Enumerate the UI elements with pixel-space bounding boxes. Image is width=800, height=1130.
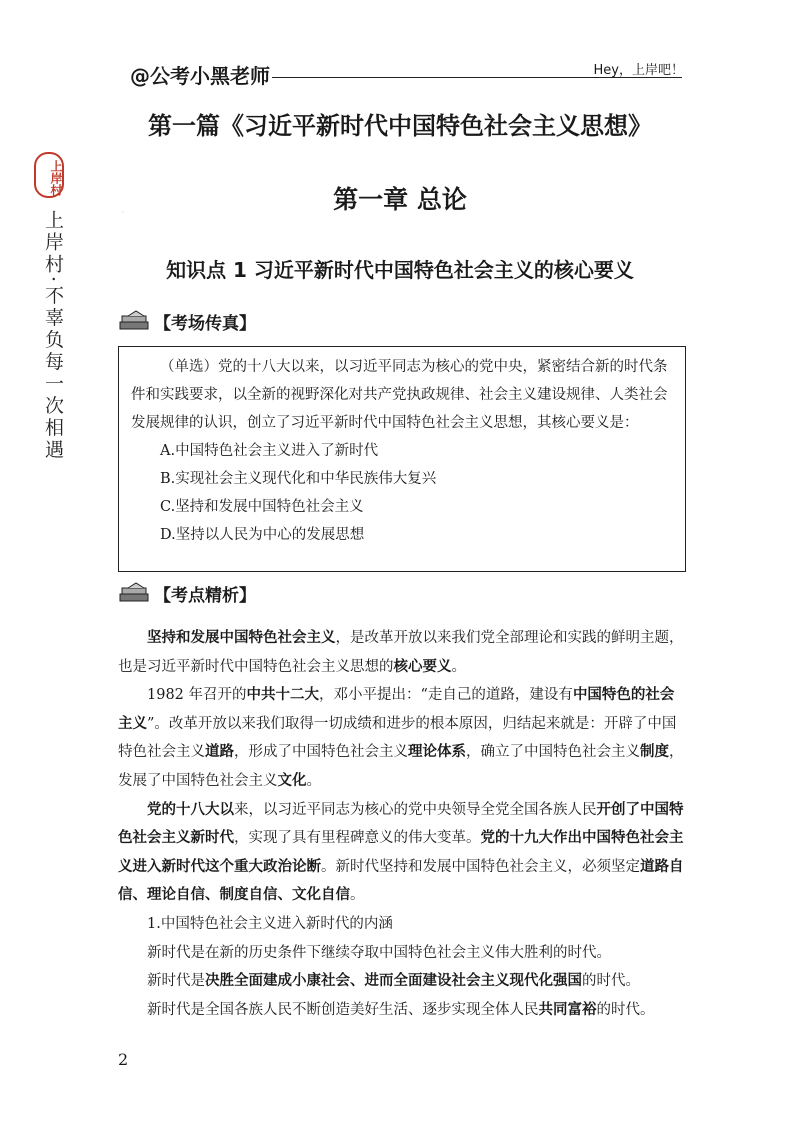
- page-header: [130, 60, 690, 88]
- header-slogan: Hey，上岸吧！: [593, 63, 684, 78]
- book-stack-icon: [118, 310, 152, 332]
- option-b: B.实现社会主义现代化和中华民族伟大复兴: [160, 471, 437, 487]
- section-analysis-label: 【考点精析】: [154, 585, 256, 606]
- paragraph-7: 新时代是全国各族人民不断创造美好生活、逐步实现全体人民共同富裕的时代。: [147, 1000, 655, 1018]
- question-stem: （单选）党的十八大以来，以习近平同志为核心的党中央，紧密结合新的时代条件和实践要求，以全新的视野深化对共产党执政规律、社会主义建设规律、人类社会发展规律的认识，创立了习近平新时代中国特色社会主义思想，其核心要义是：: [131, 359, 668, 431]
- seal-stamp: 上岸村: [34, 152, 64, 198]
- paragraph-3: 党的十八大以来，以习近平同志为核心的党中央领导全党全国各族人民开创了中国特色社会主义新时代，实现了具有里程碑意义的伟大变革。党的十九大作出中国特色社会主义进入新时代这个重大政治论断。新时代坚持和发展中国特色社会主义，必须坚定道路自信、理论自信、制度自信、文化自信。: [118, 800, 684, 904]
- part-title: 第一篇《习近平新时代中国特色社会主义思想》: [148, 112, 652, 140]
- section-exam-heading: [118, 308, 256, 334]
- paragraph-5: 新时代是在新的历史条件下继续夺取中国特色社会主义伟大胜利的时代。: [147, 944, 611, 961]
- section-analysis-heading: [118, 580, 256, 606]
- book-stack-icon: [118, 582, 152, 604]
- analysis-body: [118, 624, 686, 1024]
- page-number: 2: [118, 1050, 129, 1069]
- paragraph-4: 1.中国特色社会主义进入新时代的内涵: [147, 915, 393, 932]
- section-exam-label: 【考场传真】: [154, 313, 256, 334]
- header-author: @公考小黑老师: [130, 64, 270, 88]
- paragraph-2: 1982 年召开的中共十二大，邓小平提出：“走自己的道路，建设有中国特色的社会主义”。改革开放以来我们取得一切成绩和进步的根本原因，归结起来就是：开辟了中国特色社会主义道路，形成了中国特色社会主义理论体系，确立了中国特色社会主义制度，发展了中国特色社会主义文化。: [118, 686, 684, 789]
- option-d: D.坚持以人民为中心的发展思想: [160, 527, 365, 543]
- option-c: C.坚持和发展中国特色社会主义: [160, 499, 364, 515]
- question-box: [118, 346, 686, 572]
- chapter-title: 第一章 总论: [333, 185, 467, 214]
- knowledge-point-title: 知识点 1 习近平新时代中国特色社会主义的核心要义: [166, 258, 634, 282]
- side-slogan: 上岸村·不辜负每一次相遇: [42, 210, 64, 462]
- paragraph-6: 新时代是决胜全面建成小康社会、进而全面建设社会主义现代化强国的时代。: [147, 972, 640, 990]
- paragraph-1: 坚持和发展中国特色社会主义，是改革开放以来我们党全部理论和实践的鲜明主题，也是习近平新时代中国特色社会主义思想的核心要义。: [118, 629, 684, 675]
- option-a: A.中国特色社会主义进入了新时代: [160, 443, 379, 459]
- watermark: ·: [111, 202, 136, 223]
